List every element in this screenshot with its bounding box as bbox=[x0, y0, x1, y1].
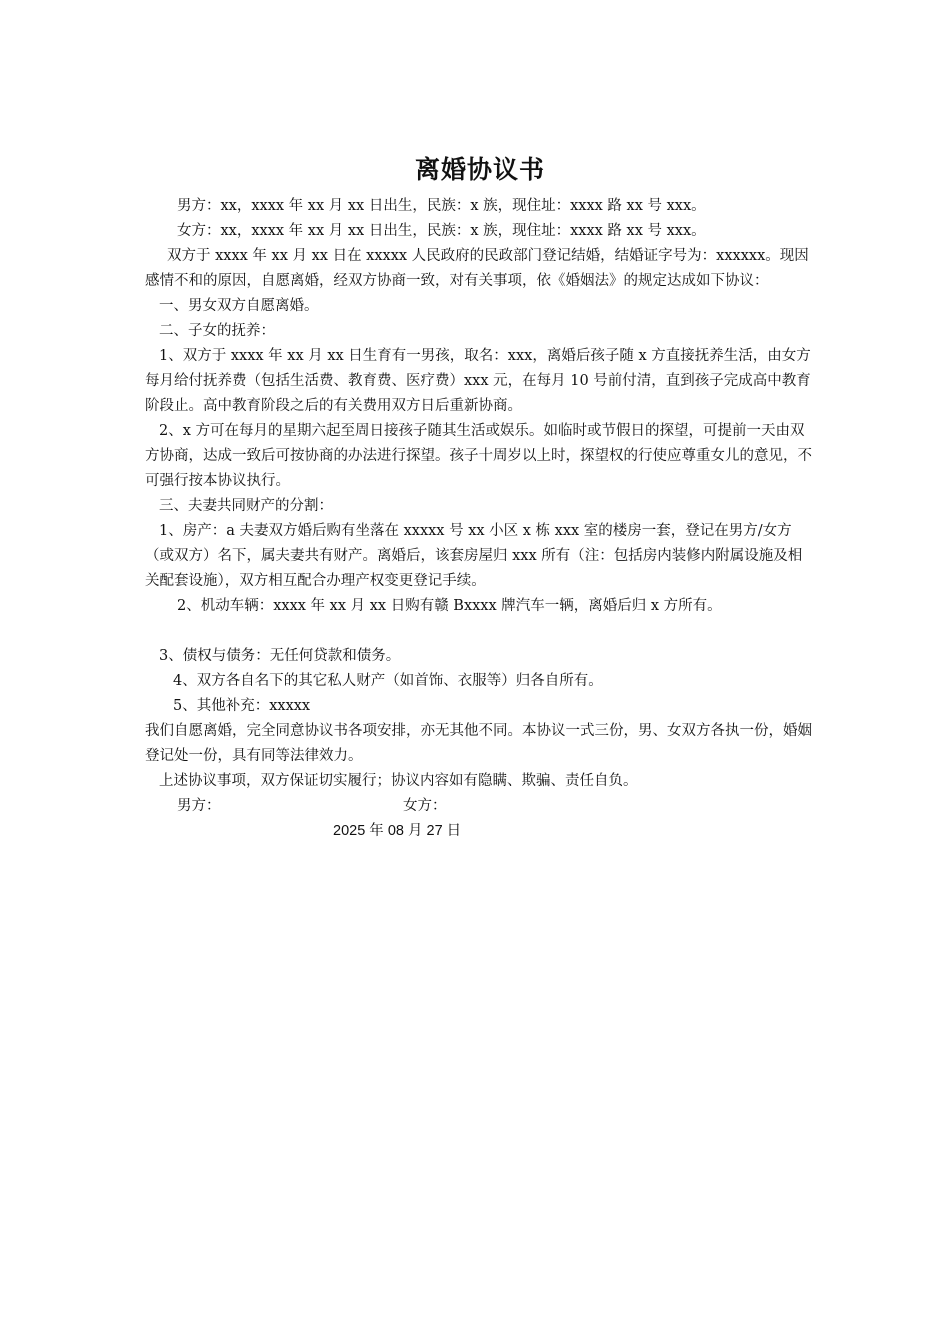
male-info: 男方：xx，xxxx 年 xx 月 xx 日出生，民族：x 族，现住址：xxxx 路 xx 号 xxx。 bbox=[177, 198, 706, 214]
section-3-item-2: 2、机动车辆：xxxx 年 xx 月 xx 日购有赣 Bxxxx 牌汽车一辆，离婚后归 x 方所有。 bbox=[177, 598, 722, 614]
closing-paragraph-2: 上述协议事项，双方保证切实履行；协议内容如有隐瞒、欺骗、责任自负。 bbox=[159, 773, 638, 789]
signing-date: 2025 年 08 月 27 日 bbox=[333, 823, 462, 839]
section-3-item-1: 1、房产：a 夫妻双方婚后购有坐落在 xxxxx 号 xx 小区 x 栋 xxx 室的楼房一套，登记在男方/女方（或双方）名下，属夫妻共有财产。离婚后，该套房屋归 xxx 所有（注：包括房内装修内附属设施及相关配套设施），双方相互配合办理产权变更登记手续。 bbox=[145, 523, 803, 589]
item-3: 3、债权与债务：无任何贷款和债务。 bbox=[159, 648, 401, 664]
signature-female-label: 女方： bbox=[403, 798, 447, 814]
signature-row bbox=[145, 794, 815, 819]
document-page bbox=[145, 150, 815, 844]
item-4: 4、双方各自名下的其它私人财产（如首饰、衣服等）归各自所有。 bbox=[173, 673, 603, 689]
section-2-item-1: 1、双方于 xxxx 年 xx 月 xx 日生育有一男孩，取名：xxx，离婚后孩子随 x 方直接抚养生活，由女方每月给付抚养费（包括生活费、教育费、医疗费）xxx 元，在每月 10 号前付清，直到孩子完成高中教育阶段止。高中教育阶段之后的有关费用双方日后重新协商。 bbox=[145, 348, 811, 414]
section-2-heading: 二、子女的抚养： bbox=[159, 323, 275, 339]
date-row bbox=[145, 819, 815, 844]
female-info: 女方：xx，xxxx 年 xx 月 xx 日出生，民族：x 族，现住址：xxxx 路 xx 号 xxx。 bbox=[177, 223, 706, 239]
section-2-item-2: 2、x 方可在每月的星期六起至周日接孩子随其生活或娱乐。如临时或节假日的探望，可提前一天由双方协商，达成一致后可按协商的办法进行探望。孩子十周岁以上时，探望权的行使应尊重女儿的意见，不可强行按本协议执行。 bbox=[145, 423, 812, 489]
item-5: 5、其他补充：xxxxx bbox=[173, 698, 311, 714]
document-title: 离婚协议书 bbox=[414, 155, 545, 184]
section-3-heading: 三、夫妻共同财产的分割： bbox=[159, 498, 333, 514]
closing-paragraph-1: 我们自愿离婚，完全同意协议书各项安排，亦无其他不同。本协议一式三份，男、女双方各执一份，婚姻登记处一份，具有同等法律效力。 bbox=[145, 723, 812, 764]
preamble: 双方于 xxxx 年 xx 月 xx 日在 xxxxx 人民政府的民政部门登记结婚，结婚证字号为：xxxxxx。现因感情不和的原因，自愿离婚，经双方协商一致，对有关事项，依《婚姻法》的规定达成如下协议： bbox=[145, 248, 809, 289]
blank-line bbox=[145, 619, 815, 644]
signature-male-label: 男方： bbox=[177, 798, 221, 814]
section-1: 一、男女双方自愿离婚。 bbox=[159, 298, 319, 314]
